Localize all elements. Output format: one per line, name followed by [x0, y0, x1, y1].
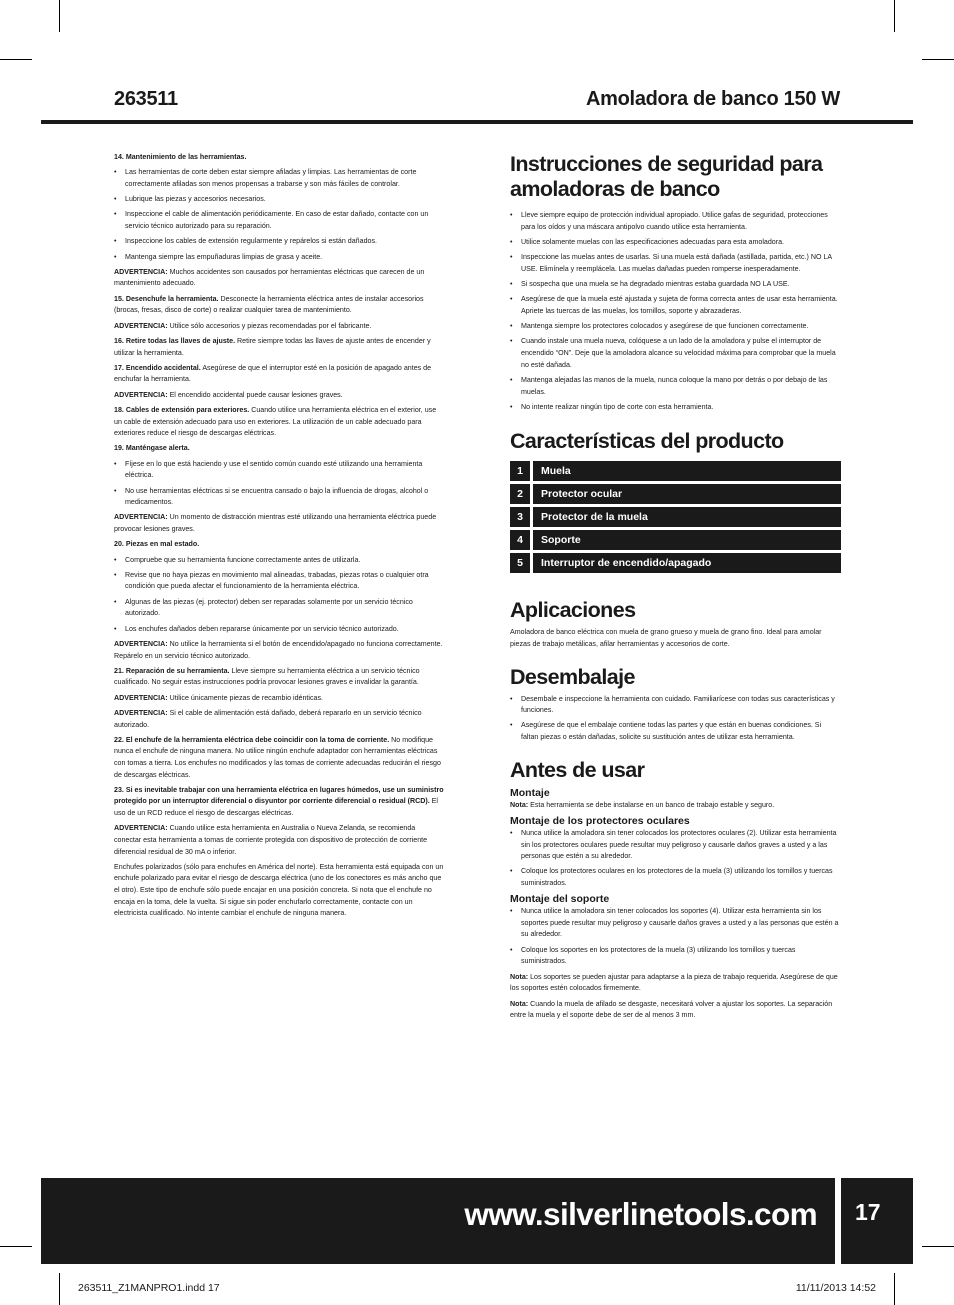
paragraph-text: El uso de un RCD reduce el riesgo de descargas eléctricas.: [114, 797, 438, 818]
section-heading: Desembalaje: [510, 664, 635, 689]
list-item: • Mantenga siempre las empuñaduras limpias de grasa y aceite.: [114, 252, 444, 264]
paragraph-text: Utilice únicamente piezas de recambio idénticas.: [167, 693, 323, 702]
feature-number: 3: [510, 507, 533, 527]
paragraph-text: Amoladora de banco eléctrica con muela de grano grueso y muela de grano fino. Ideal para amolar piezas de trabajo metálicas, afilar herramientas y accesorios de corte.: [510, 628, 822, 648]
paragraph-text: Cuando utilice esta herramienta en Australia o Nueva Zelanda, se recomienda conectar esta herramienta a tomas de corriente protegida con dispositivo de protección de corriente diferencial residual de 30 mA o inferior.: [114, 824, 428, 856]
paragraph: [114, 267, 444, 290]
bullet-list: [114, 555, 444, 636]
feature-number: 1: [510, 461, 533, 481]
bold-lead: ADVERTENCIA:: [114, 693, 168, 702]
website-url[interactable]: www.silverlinetools.com: [464, 1196, 817, 1232]
paragraph-text: Si el cable de alimentación está dañado, deberá repararlo en un servicio técnico autorizado.: [114, 708, 422, 729]
bullet-list: [510, 828, 840, 890]
paragraph: [114, 862, 444, 920]
paragraph: [114, 405, 444, 440]
list-item: • Las herramientas de corte deben estar siempre afiladas y limpias. Las herramientas de corte correctamente afiladas son menos propensas a trabarse y son más fáciles de controlar.: [114, 167, 444, 190]
section-heading: Instrucciones de seguridad para amoladoras de banco: [510, 152, 823, 201]
bullet-list: [510, 694, 840, 744]
bold-lead: 16. Retire todas las llaves de ajuste.: [114, 336, 236, 345]
paragraph-text: Utilice sólo accesorios y piezas recomendadas por el fabricante.: [167, 321, 372, 330]
feature-row: [510, 530, 841, 550]
bold-lead: ADVERTENCIA:: [114, 708, 168, 717]
list-item: • Inspeccione las muelas antes de usarlas. Si una muela está dañada (astillada, partida, etc.) NO LA USE. Elimínela y reemplácela. Las muelas dañadas pueden romperse inesperadamente.: [510, 252, 840, 275]
crop-mark: [922, 1246, 954, 1247]
feature-row: [510, 553, 841, 573]
subsection-heading: Montaje del soporte: [510, 893, 610, 906]
crop-mark: [922, 59, 954, 60]
paragraph: [114, 336, 444, 359]
list-item: • Fíjese en lo que está haciendo y use el sentido común cuando esté utilizando una herramienta eléctrica.: [114, 459, 444, 482]
page-title: Amoladora de banco 150 W: [586, 88, 840, 110]
bold-lead: ADVERTENCIA:: [114, 390, 168, 399]
page-number-box: [841, 1178, 913, 1264]
paragraph-text: Asegúrese de que el interruptor esté en la posición de apagado antes de enchufar la herramienta.: [114, 363, 432, 384]
feature-label: Soporte: [533, 530, 841, 550]
paragraph: [114, 390, 444, 402]
paragraph-text: No utilice la herramienta si el botón de encendido/apagado no funciona correctamente. Repárelo en un servicio técnico autorizado.: [114, 639, 443, 660]
paragraph: [114, 443, 444, 455]
file-slug: 263511_Z1MANPRO1.indd 17: [78, 1282, 220, 1294]
paragraph: [114, 785, 444, 820]
bullet-list: [510, 210, 840, 413]
crop-mark: [59, 0, 60, 32]
paragraph: [510, 627, 840, 650]
paragraph-text: Retire siempre todas las llaves de ajuste antes de encender y utilizar la herramienta.: [114, 336, 431, 357]
feature-number: 5: [510, 553, 533, 573]
feature-label: Muela: [533, 461, 841, 481]
features-table: [510, 458, 841, 576]
bold-lead: 19. Manténgase alerta.: [114, 444, 190, 453]
list-item: • Algunas de las piezas (ej. protector) deben ser reparadas solamente por un servicio técnico autorizado.: [114, 597, 444, 620]
left-column: [114, 152, 444, 923]
paragraph: [114, 152, 444, 164]
page-number: 17: [855, 1199, 881, 1225]
paragraph: [114, 512, 444, 535]
list-item: • No intente realizar ningún tipo de corte con esta herramienta.: [510, 402, 840, 414]
list-item: • Compruebe que su herramienta funcione correctamente antes de utilizarla.: [114, 555, 444, 567]
list-item: • No use herramientas eléctricas si se encuentra cansado o bajo la influencia de drogas, alcohol o medicamentos.: [114, 486, 444, 509]
list-item: • Coloque los protectores oculares en los protectores de la muela (3) utilizando los tornillos y tuercas suministrados.: [510, 866, 840, 889]
bold-lead: Nota:: [510, 800, 529, 809]
bold-lead: 14. Mantenimiento de las herramientas.: [114, 153, 247, 161]
list-item: • Lleve siempre equipo de protección individual apropiado. Utilice gafas de seguridad, protecciones para los oídos y una máscara antipolvo cuando utilice esta herramienta.: [510, 210, 840, 233]
list-item: • Desembale e inspeccione la herramienta con cuidado. Familiarícese con todas sus características y funciones.: [510, 694, 840, 717]
subsection-heading: Montaje: [510, 786, 550, 799]
paragraph-text: Esta herramienta se debe instalarse en un banco de trabajo estable y seguro.: [528, 800, 775, 809]
paragraph: [114, 735, 444, 781]
bold-lead: ADVERTENCIA:: [114, 824, 168, 833]
paragraph: [510, 972, 840, 995]
list-item: • Cuando instale una muela nueva, colóquese a un lado de la amoladora y pulse el interruptor de encendido “ON”. Deje que la amoladora alcance su velocidad máxima para comprobar que la muela no esté dañada.: [510, 336, 840, 371]
list-item: • Mantenga alejadas las manos de la muela, nunca coloque la mano por detrás o por debajo de las muelas.: [510, 375, 840, 398]
model-number: 263511: [114, 88, 178, 110]
feature-label: Protector ocular: [533, 484, 841, 504]
paragraph: [114, 708, 444, 731]
feature-row: [510, 484, 841, 504]
list-item: • Los enchufes dañados deben repararse únicamente por un servicio técnico autorizado.: [114, 624, 444, 636]
paragraph-text: Muchos accidentes son causados por herramientas eléctricas que carecen de un mantenimiento adecuado.: [114, 267, 425, 288]
list-item: • Asegúrese de que el embalaje contiene todas las partes y que están en buenas condiciones. Si faltan piezas o están dañadas, solicite su sustitución antes de utilizar esta herramienta.: [510, 720, 840, 743]
feature-row: [510, 507, 841, 527]
bullet-list: [114, 459, 444, 509]
paragraph: [114, 666, 444, 689]
bold-lead: ADVERTENCIA:: [114, 321, 168, 330]
bold-lead: 18. Cables de extensión para exteriores.: [114, 405, 250, 414]
paragraph-text: Cuando la muela de afilado se desgaste, necesitará volver a ajustar los soportes. La separación entre la muela y el soporte debe de ser de al menos 3 mm.: [510, 999, 833, 1020]
paragraph-text: Lleve siempre su herramienta eléctrica a un servicio técnico cualificado. No seguir estas instrucciones podría provocar lesiones graves e invalidar la garantía.: [114, 666, 420, 687]
list-item: • Coloque los soportes en los protectores de la muela (3) utilizando los tornillos y tuercas suministrados.: [510, 945, 840, 968]
list-item: • Revise que no haya piezas en movimiento mal alineadas, trabadas, piezas rotas o cualquier otra condición que pueda afectar el funcionamiento de la herramienta eléctrica.: [114, 570, 444, 593]
bold-lead: 21. Reparación de su herramienta.: [114, 666, 230, 675]
paragraph: [114, 639, 444, 662]
bold-lead: ADVERTENCIA:: [114, 513, 168, 522]
paragraph-text: Cuando utilice una herramienta eléctrica en el exterior, use un cable de extensión adecuado para uso en exteriores. La utilización de un cable adecuado para exteriores reduce el riesgo de descargas eléctricas.: [114, 405, 437, 438]
bold-lead: Nota:: [510, 999, 529, 1008]
crop-mark: [894, 1273, 895, 1305]
paragraph-text: Un momento de distracción mientras esté utilizando una herramienta eléctrica puede provocar lesiones graves.: [114, 513, 437, 534]
bold-lead: 22. El enchufe de la herramienta eléctrica debe coincidir con la toma de corriente.: [114, 735, 390, 744]
crop-mark: [0, 1246, 32, 1247]
paragraph-text: Los soportes se pueden ajustar para adaptarse a la pieza de trabajo requerida. Asegúrese de que los soportes estén colocados firmemente.: [510, 972, 838, 993]
bullet-list: [510, 906, 840, 968]
paragraph: [114, 823, 444, 858]
list-item: • Asegúrese de que la muela esté ajustada y sujeta de forma correcta antes de usar esta herramienta. Apriete las tuercas de las muelas, los tornillos, soporte y abrazaderas.: [510, 294, 840, 317]
paragraph: [114, 363, 444, 386]
bold-lead: Nota:: [510, 972, 529, 981]
feature-label: Interruptor de encendido/apagado: [533, 553, 841, 573]
bold-lead: 23. Si es inevitable trabajar con una herramienta eléctrica en lugares húmedos, use un suministro protegido por un interruptor diferencial o disyuntor por corriente diferencial o residual (RCD).: [114, 785, 444, 806]
section-heading: Aplicaciones: [510, 598, 636, 623]
paragraph: [510, 999, 840, 1022]
crop-mark: [894, 0, 895, 32]
bold-lead: 17. Encendido accidental.: [114, 363, 201, 372]
paragraph: [510, 800, 840, 812]
bold-lead: ADVERTENCIA:: [114, 639, 168, 648]
list-item: • Mantenga siempre los protectores colocados y asegúrese de que funcionen correctamente.: [510, 321, 840, 333]
paragraph-text: No modifique nunca el enchufe de ninguna manera. No utilice ningún enchufe adaptador con herramientas eléctricas con tomas a tierra. Los enchufes no modificados y las tomas de corriente adecuadas reducirán el riesgo de descargas eléctricas.: [114, 735, 441, 779]
paragraph: [114, 321, 444, 333]
crop-mark: [59, 1273, 60, 1305]
list-item: • Lubrique las piezas y accesorios necesarios.: [114, 194, 444, 206]
bold-lead: 15. Desenchufe la herramienta.: [114, 294, 219, 303]
list-item: • Nunca utilice la amoladora sin tener colocados los soportes (4). Utilizar esta herramienta sin los soportes puede resultar muy peligroso y causarle daños graves a usted y a las personas que estén a su alrededor.: [510, 906, 840, 941]
list-item: • Inspeccione el cable de alimentación periódicamente. En caso de estar dañado, contacte con un servicio técnico autorizado para su reparación.: [114, 209, 444, 232]
paragraph-text: Enchufes polarizados (sólo para enchufes en América del norte). Esta herramienta está equipada con un enchufe polarizado para evitar el riesgo de descarga eléctrica (uno de los conectores es más ancho que el otro). Este tipo de enchufe sólo puede encajar en una posición concreta. Si nota que el enchufe no encaja en la toma, dele la vuelta. Si sigue sin poder enchufarlo correctamente, contacte con un electricista cualificado. No intente cambiar el enchufe de ninguna manera.: [114, 862, 444, 918]
paragraph: [114, 294, 444, 317]
paragraph: [114, 693, 444, 705]
crop-mark: [0, 59, 32, 60]
feature-number: 4: [510, 530, 533, 550]
paragraph: [114, 539, 444, 551]
bold-lead: ADVERTENCIA:: [114, 267, 168, 276]
right-column: [510, 152, 840, 1025]
bullet-list: [114, 167, 444, 263]
footer-bar: [41, 1178, 835, 1264]
list-item: • Inspeccione los cables de extensión regularmente y repárelos si están dañados.: [114, 236, 444, 248]
list-item: • Nunca utilice la amoladora sin tener colocados los protectores oculares (2). Utilizar esta herramienta sin los protectores oculares puede resultar muy peligroso y causarle daños graves a usted y a las personas que estén a su alrededor.: [510, 828, 840, 863]
subsection-heading: Montaje de los protectores oculares: [510, 814, 690, 827]
feature-label: Protector de la muela: [533, 507, 841, 527]
list-item: • Si sospecha que una muela se ha degradado mientras estaba guardada NO LA USE.: [510, 279, 840, 291]
feature-row: [510, 461, 841, 481]
feature-number: 2: [510, 484, 533, 504]
list-item: • Utilice solamente muelas con las especificaciones adecuadas para esta amoladora.: [510, 237, 840, 249]
paragraph-text: Desconecte la herramienta eléctrica antes de instalar accesorios (brocas, fresas, disco de corte) o realizar cualquier tarea de mantenimiento.: [114, 294, 424, 315]
header-rule: [41, 120, 913, 124]
paragraph-text: El encendido accidental puede causar lesiones graves.: [167, 390, 343, 399]
bold-lead: 20. Piezas en mal estado.: [114, 540, 200, 549]
section-heading: Características del producto: [510, 429, 784, 454]
date-slug: 11/11/2013 14:52: [795, 1282, 876, 1294]
section-heading: Antes de usar: [510, 757, 645, 782]
